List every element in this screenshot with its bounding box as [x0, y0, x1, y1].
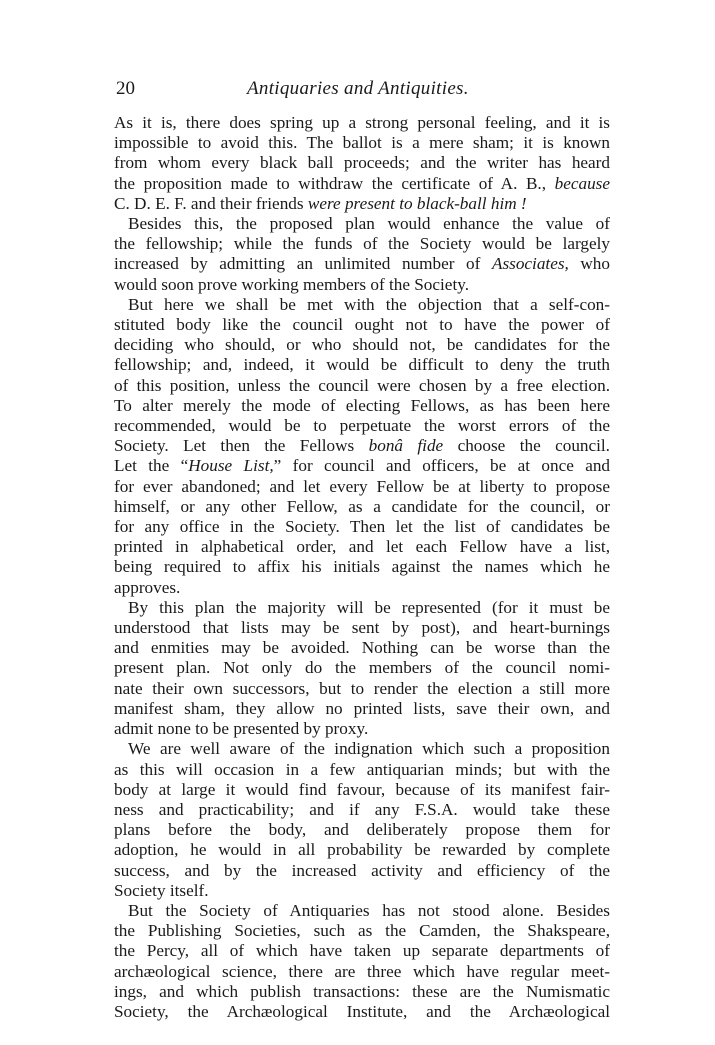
- text-line: [114, 396, 610, 416]
- text-line: [114, 780, 610, 800]
- text-segment: present plan. Not only do the members of the council nomi-: [114, 658, 610, 678]
- paragraph: [114, 295, 610, 598]
- text-line: [114, 113, 610, 133]
- text-line: [114, 578, 610, 598]
- text-line: [114, 517, 610, 537]
- text-segment: the Publishing Societies, such as the Camden, the Shakspeare,: [114, 921, 610, 941]
- text-segment: himself, or any other Fellow, as a candidate for the council, or: [114, 496, 610, 516]
- text-segment: Besides this, the proposed plan would enhance the value of: [128, 214, 610, 234]
- text-segment: nate their own successors, but to render the election a still more: [114, 678, 610, 698]
- text-line: [114, 638, 610, 658]
- text-segment: impossible to avoid this. The ballot is a mere sham; it is known: [114, 133, 610, 153]
- text-segment: deciding who should, or who should not, be candidates for the: [114, 335, 610, 355]
- text-segment: Society itself.: [114, 880, 209, 900]
- paragraph: [114, 901, 610, 1022]
- text-line: [114, 254, 610, 274]
- text-segment: success, and by the increased activity and efficiency of the: [114, 860, 610, 880]
- text-segment: choose the council.: [443, 436, 610, 456]
- text-segment: increased by admitting an unlimited number of: [114, 254, 492, 274]
- text-line: [114, 840, 610, 860]
- text-line: [114, 941, 610, 961]
- text-line: [114, 416, 610, 436]
- text-line: [114, 275, 610, 295]
- text-segment: approves.: [114, 577, 181, 597]
- text-line: [114, 295, 610, 315]
- text-segment: To alter merely the mode of electing Fellows, as has been here: [114, 395, 610, 415]
- text-line: [114, 557, 610, 577]
- text-line: [114, 1002, 610, 1022]
- text-segment: But the Society of Antiquaries has not stood alone. Besides: [128, 900, 610, 920]
- text-segment: the Percy, all of which have taken up separate departments of: [114, 941, 610, 961]
- text-segment: ings, and which publish transactions: these are the Numismatic: [114, 981, 610, 1001]
- text-segment: archæological science, there are three which have regular meet-: [114, 961, 610, 981]
- text-line: [114, 921, 610, 941]
- text-segment: We are well aware of the indignation which such a proposition: [128, 739, 610, 759]
- italic-text: Associates,: [491, 254, 569, 274]
- text-segment: fellowship; and, indeed, it would be difficult to deny the truth: [114, 355, 610, 375]
- text-segment: and enmities may be avoided. Nothing can be worse than the: [114, 638, 610, 658]
- page-number: 20: [116, 78, 135, 99]
- text-segment: ness and practicability; and if any F.S.A. would take these: [114, 799, 610, 819]
- text-line: [114, 739, 610, 759]
- text-segment: who: [568, 254, 610, 274]
- running-header: [0, 78, 715, 106]
- text-line: [114, 901, 610, 921]
- text-segment: understood that lists may be sent by post), and heart-burnings: [114, 618, 610, 638]
- text-segment: for ever abandoned; and let every Fellow be at liberty to propose: [114, 476, 610, 496]
- text-segment: as this will occasion in a few antiquarian minds; but with the: [114, 759, 610, 779]
- text-segment: from whom every black ball proceeds; and the writer has heard: [114, 153, 610, 173]
- text-segment: Society, the Archæological Institute, and the Archæological: [114, 1001, 610, 1021]
- text-segment: the proposition made to withdraw the certificate of A. B.,: [114, 173, 555, 193]
- text-line: [114, 335, 610, 355]
- italic-text: were present to black-ball him !: [307, 193, 527, 213]
- text-segment: By this plan the majority will be represented (for it must be: [128, 597, 610, 617]
- text-line: [114, 376, 610, 396]
- text-segment: Society. Let then the Fellows: [114, 436, 369, 456]
- text-segment: But here we shall be met with the objection that a self-con-: [128, 294, 610, 314]
- text-segment: printed in alphabetical order, and let each Fellow have a list,: [114, 537, 610, 557]
- running-title: Antiquaries and Antiquities.: [247, 78, 469, 99]
- text-segment: being required to affix his initials against the names which he: [114, 557, 610, 577]
- text-line: [114, 658, 610, 678]
- text-line: [114, 800, 610, 820]
- paragraph: [114, 214, 610, 295]
- text-line: [114, 881, 610, 901]
- text-line: [114, 699, 610, 719]
- text-segment: ” for council and officers, be at once and: [273, 456, 611, 476]
- text-segment: recommended, would be to perpetuate the worst errors of the: [114, 416, 610, 436]
- text-line: [114, 679, 610, 699]
- italic-text: because: [554, 173, 610, 193]
- text-segment: As it is, there does spring up a strong personal feeling, and it is: [114, 113, 610, 132]
- paragraph: [114, 739, 610, 901]
- text-segment: of this position, unless the council were chosen by a free election.: [114, 375, 610, 395]
- text-line: [114, 355, 610, 375]
- text-line: [114, 153, 610, 173]
- text-line: [114, 436, 610, 456]
- text-line: [114, 598, 610, 618]
- text-segment: for any office in the Society. Then let the list of candidates be: [114, 517, 610, 537]
- paragraph: [114, 113, 610, 214]
- text-line: [114, 174, 610, 194]
- text-line: [114, 456, 610, 476]
- text-line: [114, 982, 610, 1002]
- text-line: [114, 760, 610, 780]
- text-line: [114, 719, 610, 739]
- text-segment: plans before the body, and deliberately propose them for: [114, 820, 610, 840]
- italic-text: bonâ fide: [368, 436, 444, 456]
- text-line: [114, 315, 610, 335]
- text-line: [114, 214, 610, 234]
- text-segment: body at large it would find favour, because of its manifest fair-: [114, 779, 610, 799]
- text-segment: manifest sham, they allow no printed lists, save their own, and: [114, 698, 610, 718]
- text-segment: would soon prove working members of the Society.: [114, 274, 469, 294]
- text-segment: Let the “: [114, 456, 189, 476]
- text-line: [114, 234, 610, 254]
- text-line: [114, 194, 610, 214]
- text-line: [114, 133, 610, 153]
- text-line: [114, 861, 610, 881]
- text-line: [114, 962, 610, 982]
- text-segment: adoption, he would in all probability be rewarded by complete: [114, 840, 610, 860]
- text-segment: admit none to be presented by proxy.: [114, 719, 369, 739]
- text-segment: C. D. E. F. and their friends: [114, 193, 308, 213]
- text-line: [114, 820, 610, 840]
- paragraph: [114, 598, 610, 739]
- text-line: [114, 497, 610, 517]
- body-text: [114, 113, 610, 1022]
- italic-text: House List,: [188, 456, 274, 476]
- text-line: [114, 618, 610, 638]
- text-segment: stituted body like the council ought not to have the power of: [114, 315, 610, 335]
- text-line: [114, 477, 610, 497]
- text-segment: the fellowship; while the funds of the Society would be largely: [114, 234, 610, 254]
- text-line: [114, 537, 610, 557]
